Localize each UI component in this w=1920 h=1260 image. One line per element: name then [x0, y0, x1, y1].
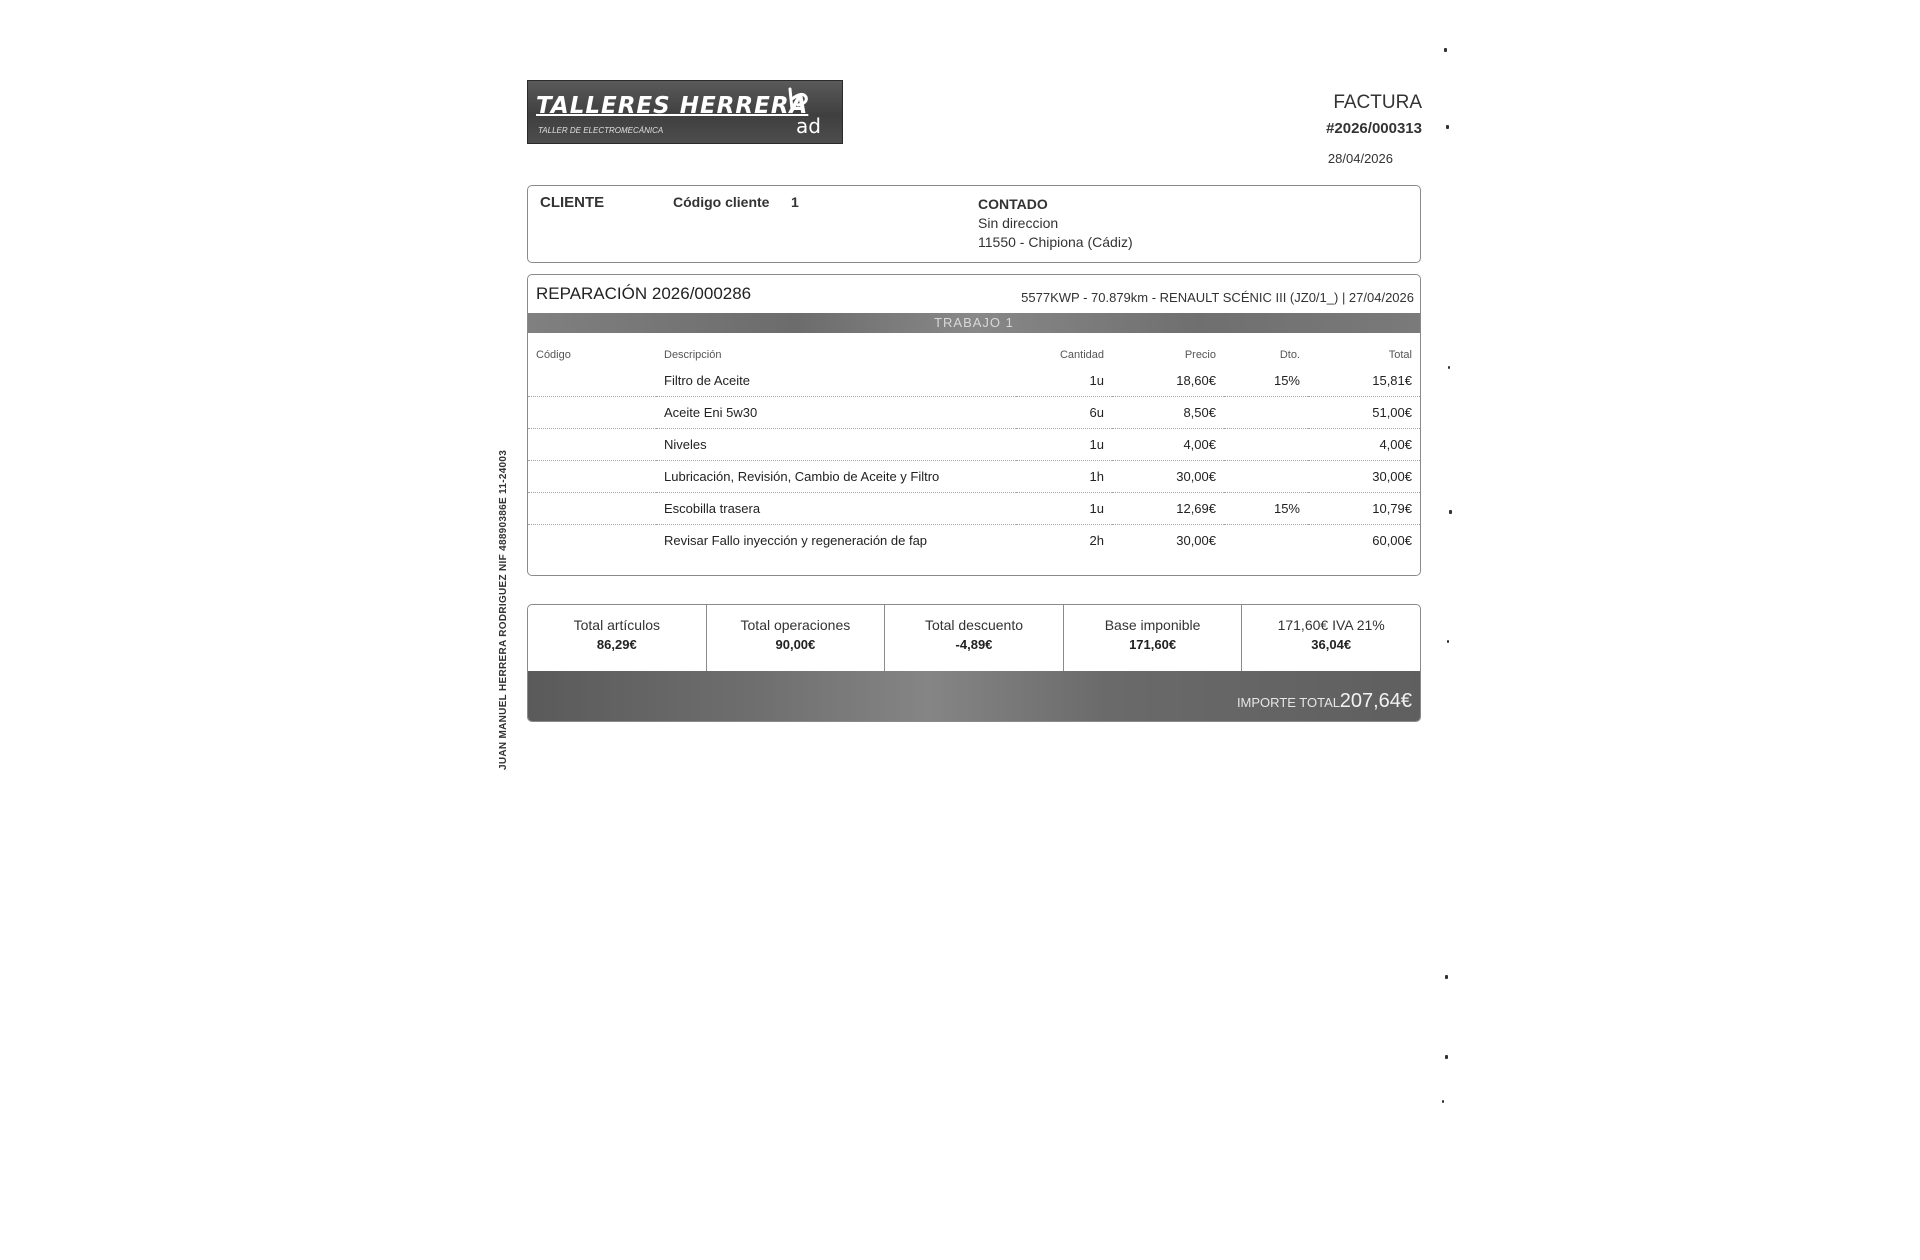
item-total: 10,79€ — [1308, 493, 1420, 525]
total-articles-label: Total artículos — [573, 617, 660, 633]
item-quantity: 1h — [1016, 461, 1112, 493]
item-price: 12,69€ — [1112, 493, 1224, 525]
scan-speck — [1445, 975, 1448, 979]
item-description: Filtro de Aceite — [656, 365, 1016, 397]
items-header-row — [528, 345, 1420, 365]
client-code-value: 1 — [791, 194, 799, 210]
company-logo — [527, 80, 843, 144]
client-name: CONTADO — [978, 196, 1048, 212]
item-discount — [1224, 397, 1308, 429]
item-price: 30,00€ — [1176, 533, 1216, 548]
col-description: Descripción — [664, 349, 722, 361]
total-articles-value: 86,29€ — [596, 637, 637, 652]
item-description: Escobilla trasera — [656, 493, 1016, 525]
invoice-date: 28/04/2026 — [1327, 151, 1393, 166]
table-row — [528, 429, 1420, 461]
item-code — [528, 397, 656, 429]
tax-base-cell — [1064, 605, 1243, 671]
company-name: TALLERES HERRERA — [536, 93, 809, 119]
scan-speck — [1447, 640, 1449, 643]
item-description: Niveles — [656, 429, 1016, 461]
client-label: CLIENTE — [540, 194, 605, 211]
scan-speck — [1449, 510, 1452, 514]
item-code — [528, 429, 656, 461]
item-total: 4,00€ — [1308, 429, 1420, 461]
work-section-band: TRABAJO 1 — [528, 313, 1420, 333]
total-operations-cell — [707, 605, 886, 671]
client-box — [527, 185, 1421, 263]
item-code — [528, 525, 656, 557]
table-row — [528, 493, 1420, 525]
tax-base-value: 171,60€ — [1129, 637, 1177, 652]
item-quantity: 1u — [1016, 365, 1112, 397]
scan-speck — [1442, 1100, 1444, 1103]
grand-total-bar — [528, 671, 1420, 722]
item-price: 18,60€ — [1112, 365, 1224, 397]
item-discount: 15% — [1224, 493, 1308, 525]
item-quantity: 6u — [1016, 397, 1112, 429]
item-discount — [1224, 429, 1308, 461]
col-code: Código — [536, 349, 571, 361]
item-quantity: 1u — [1016, 493, 1112, 525]
item-price: 8,50€ — [1112, 397, 1224, 429]
item-total: 15,81€ — [1308, 365, 1420, 397]
scan-speck — [1445, 1055, 1448, 1059]
item-price: 30,00€ — [1112, 461, 1224, 493]
repair-vehicle-info: 5577KWP - 70.879km - RENAULT SCÉNIC III (JZ0/1_) | 27/04/2026 — [1021, 290, 1414, 305]
client-address — [978, 195, 1133, 252]
item-quantity: 1u — [1016, 429, 1112, 461]
item-code — [528, 461, 656, 493]
item-discount — [1224, 525, 1308, 557]
item-price: 4,00€ — [1112, 429, 1224, 461]
logo-badge-text: ad — [796, 114, 821, 138]
total-operations-value: 90,00€ — [775, 637, 816, 652]
vat-label: 171,60€ IVA 21% — [1277, 617, 1385, 633]
invoice-title: FACTURA — [1333, 92, 1422, 113]
total-discount-cell — [885, 605, 1064, 671]
item-total: 30,00€ — [1308, 461, 1420, 493]
client-code-label: Código cliente — [673, 194, 770, 210]
item-discount — [1224, 461, 1308, 493]
item-code — [528, 365, 656, 397]
invoice-number: #2026/000313 — [1326, 120, 1422, 137]
logo-mark-icon — [778, 83, 834, 141]
grand-total-value: 207,64€ — [1339, 690, 1412, 712]
col-quantity: Cantidad — [1059, 349, 1104, 361]
company-subtitle: TALLER DE ELECTROMECÁNICA — [538, 126, 664, 135]
table-row — [528, 525, 1420, 557]
repair-title: REPARACIÓN 2026/000286 — [536, 284, 752, 303]
items-table — [528, 345, 1420, 556]
client-address-line1: Sin direccion — [978, 215, 1059, 231]
vat-cell — [1242, 605, 1420, 671]
scan-speck — [1448, 366, 1450, 369]
item-description: Revisar Fallo inyección y regeneración de fap — [664, 533, 928, 548]
totals-box — [527, 604, 1421, 722]
table-row — [528, 365, 1420, 397]
totals-summary — [528, 605, 1420, 671]
scan-speck — [1444, 48, 1447, 52]
grand-total-label: IMPORTE TOTAL — [1236, 695, 1340, 710]
item-description: Lubricación, Revisión, Cambio de Aceite y Filtro — [656, 461, 1016, 493]
company-legal-id: JUAN MANUEL HERRERA RODRIGUEZ NIF 48890386E 11-24003 — [498, 449, 509, 770]
repair-box — [527, 274, 1421, 576]
scan-speck — [1446, 125, 1449, 129]
total-discount-label: Total descuento — [924, 617, 1024, 633]
tax-base-label: Base imponible — [1104, 617, 1201, 633]
item-description: Aceite Eni 5w30 — [656, 397, 1016, 429]
total-articles-cell — [528, 605, 707, 671]
table-row — [528, 397, 1420, 429]
client-address-line2: 11550 - Chipiona (Cádiz) — [978, 234, 1133, 250]
item-discount: 15% — [1224, 365, 1308, 397]
table-row — [528, 461, 1420, 493]
item-total: 60,00€ — [1372, 533, 1412, 548]
total-operations-label: Total operaciones — [740, 617, 851, 633]
item-total: 51,00€ — [1308, 397, 1420, 429]
col-price: Precio — [1184, 349, 1216, 361]
col-total: Total — [1388, 349, 1412, 361]
item-quantity: 2h — [1089, 533, 1104, 548]
vat-value: 36,04€ — [1311, 637, 1352, 652]
col-discount: Dto. — [1279, 349, 1300, 361]
total-discount-value: -4,89€ — [955, 637, 993, 652]
item-code — [528, 493, 656, 525]
